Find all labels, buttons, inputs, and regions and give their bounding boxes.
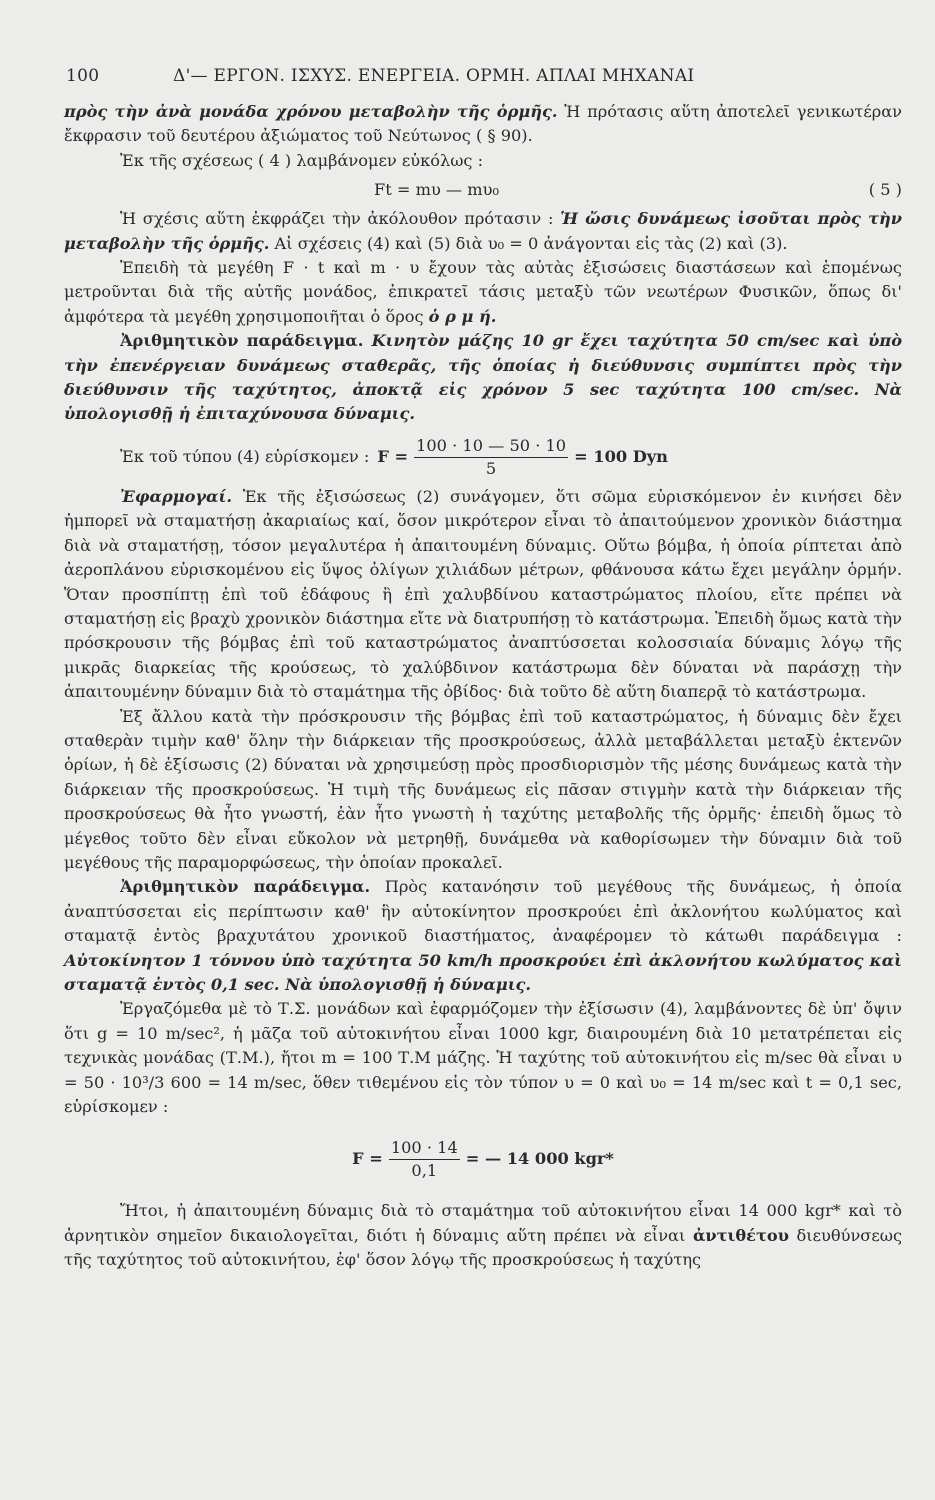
- fraction-denominator: 0,1: [411, 1160, 438, 1180]
- emphasis-word: ἀντιθέτου: [692, 1225, 789, 1245]
- theorem-statement: Ἡ ὤσις δυνάμεως ἰσοῦται πρὸς τὴν μεταβολὴν τῆς ὁρμῆς.: [64, 209, 902, 253]
- equation-lhs: F =: [377, 447, 409, 467]
- fraction-numerator: 100 · 14: [389, 1139, 460, 1160]
- equation-formula: Ft = mυ — mυ₀: [374, 180, 499, 200]
- fraction: [414, 437, 568, 478]
- equation-result: = 100 Dyn: [574, 447, 668, 467]
- paragraph-text: Ἐπειδὴ τὰ μεγέθη F · t καὶ m · υ ἔχουν τὰς αὐτὰς ἐξισώσεις διαστάσεων καὶ ἑπομένως μετροῦνται διὰ τῆς αὐτῆς μονάδος, ἐπικρατεῖ τάσις μεταξὺ τῶν νεωτέρων Φυσικῶν, ὅπως δι' ἀμφότερα τὰ μεγέθη χρησιμοποιῆται ὁ ὅρος: [64, 258, 902, 326]
- equation-result: = — 14 000 kgr*: [465, 1149, 614, 1169]
- term-emphasis: ὁ ρ μ ή.: [428, 306, 497, 326]
- page-header: [64, 64, 902, 100]
- example-heading: Ἀριθμητικὸν παράδειγμα.: [120, 877, 371, 897]
- paragraph-solution: Ἐργαζόμεθα μὲ τὸ Τ.Σ. μονάδων καὶ ἐφαρμόζομεν τὴν ἐξίσωσιν (4), λαμβάνοντες δὲ ὑπ' ὄψιν ὅτι g = 10 m/sec², ἡ μᾶζα τοῦ αὐτοκινήτου εἶναι 1000 kgr, διαιρουμένη διὰ 10 μετατρέπεται εἰς τεχνικὰς μονάδας (Τ.Μ.), ἤτοι m = 100 Τ.Μ μάζης. Ἡ ταχύτης τοῦ αὐτοκινήτου εἰς m/sec θὰ εἶναι υ = 50 · 10³/3 600 = 14 m/sec, ὅθεν τιθεμένου εἰς τὸν τύπον υ = 0 καὶ υ₀ = 14 m/sec καὶ t = 0,1 sec, εὑρίσκομεν :: [64, 999, 902, 1117]
- paragraph-final: [64, 1199, 902, 1272]
- paragraph-relation: Ἐκ τῆς σχέσεως ( 4 ) λαμβάνομεν εὐκόλως :: [120, 150, 484, 170]
- equation-5: [64, 173, 902, 207]
- equation-number: ( 5 ): [868, 180, 902, 200]
- paragraph-variable-force: Ἐξ ἄλλου κατὰ τὴν πρόσκρουσιν τῆς βόμβας ἐπὶ τοῦ καταστρώματος, ἡ δύναμις δὲν ἔχει σταθερὰν τιμὴν καθ' ὅλην τὴν διάρκειαν τῆς προσκρούσεως, ἀλλὰ μεταβάλλεται μεταξὺ ἐκτενῶν ὁρίων, ἡ δὲ ἐξίσωσις (2) δύναται νὰ χρησιμεύσῃ πρὸς προσδιορισμὸν τῆς μέσης δυνάμεως κατὰ τὴν διάρκειαν τῆς προσκρούσεως. Ἡ τιμὴ τῆς δυνάμεως εἰς πᾶσαν στιγμὴν κατὰ τὴν διάρκειαν τῆς προσκρούσεως θὰ ἦτο γνωστή, ἐὰν ἦτο γνωστὴ ἡ ταχύτης μεταβολῆς τῆς ὁρμῆς· ἐπειδὴ ὅμως τὸ μέγεθος τοῦτο δὲν εἶναι εὔκολον νὰ μετρηθῇ, δυνάμεθα νὰ καθορίσωμεν τὴν δύναμιν διὰ τοῦ μεγέθους τῆς παραμορφώσεως, τὴν ὁποίαν προκαλεῖ.: [64, 706, 902, 872]
- section-heading: Ἐφαρμογαί.: [120, 486, 232, 506]
- paragraph-text: Πρὸς κατανόησιν τοῦ μεγέθους τῆς δυνάμεως, ἡ ὁποία ἀναπτύσσεται εἰς περίπτωσιν καθ' ἣν αὐτοκίνητον προσκρούει ἐπὶ ἀκλονήτου κωλύματος καὶ σταματᾷ ἐντὸς βραχυτάτου χρονικοῦ διαστήματος, ἀναφέρομεν τὸ κάτωθι παράδειγμα :: [64, 877, 902, 946]
- example-1-solution: [64, 427, 902, 485]
- paragraph-text: Αἱ σχέσεις (4) καὶ (5) διὰ υ₀ = 0 ἀνάγονται εἰς τὰς (2) καὶ (3).: [269, 233, 788, 253]
- solution-text: Ἐκ τοῦ τύπου (4) εὑρίσκομεν :: [120, 447, 370, 467]
- example-1: [64, 329, 902, 427]
- example-2: [64, 875, 902, 997]
- fraction: [389, 1139, 460, 1180]
- example-heading: Ἀριθμητικὸν παράδειγμα.: [120, 331, 364, 351]
- equation-lhs: F =: [352, 1149, 383, 1169]
- example-problem: Κινητὸν μάζης 10 gr ἔχει ταχύτητα 50 cm/sec καὶ ὑπὸ τὴν ἐπενέργειαν δυνάμεως σταθερᾶς, τῆς ὁποίας ἡ διεύθυνσις συμπίπτει πρὸς τὴν διεύθυνσιν τῆς ταχύτητος, ἀποκτᾷ εἰς χρόνον 5 sec ταχύτητα 100 cm/sec. Νὰ ὑπολογισθῇ ἡ ἐπιταχύνουσα δύναμις.: [64, 331, 902, 424]
- paragraph-text: Ἤτοι, ἡ ἀπαιτουμένη δύναμις διὰ τὸ σταμάτημα τοῦ αὐτοκινήτου εἶναι 14 000 kgr* καὶ τὸ ἀρνητικὸν σημεῖον δικαιολογεῖται, διότι ἡ δύναμις αὕτη πρέπει νὰ εἶναι: [64, 1201, 902, 1245]
- paragraph-text: Ἡ σχέσις αὕτη ἐκφράζει τὴν ἀκόλουθον πρότασιν :: [120, 209, 561, 229]
- text-column: [64, 64, 902, 1273]
- example-problem: Αὐτοκίνητον 1 τόννου ὑπὸ ταχύτητα 50 km/h προσκρούει ἐπὶ ἀκλονήτου κωλύματος καὶ σταματᾷ ἐντὸς 0,1 sec. Νὰ ὑπολογισθῇ ἡ δύναμις.: [64, 950, 902, 994]
- fraction-denominator: 5: [485, 458, 497, 478]
- running-title: Δ'— ΕΡΓΟΝ. ΙΣΧΥΣ. ΕΝΕΡΓΕΙΑ. ΟΡΜΗ. ΑΠΛΑΙ ΜΗΧΑΝΑΙ: [173, 66, 695, 86]
- paragraph-impulse: [64, 207, 902, 256]
- fraction-numerator: 100 · 10 — 50 · 10: [414, 437, 568, 458]
- page-number: 100: [66, 66, 100, 86]
- equation-force: [64, 1119, 902, 1199]
- paragraph-applications: [64, 485, 902, 705]
- paragraph-text: Ἡ πρότασις αὕτη ἀποτελεῖ γενικωτέραν ἔκφρασιν τοῦ δευτέρου ἀξιώματος τοῦ Νεύτωνος ( § 90).: [64, 102, 903, 146]
- emphasis-text: πρὸς τὴν ἀνὰ μονάδα χρόνου μεταβολὴν τῆς ὁρμῆς.: [64, 102, 558, 121]
- paragraph-continuation: [64, 100, 902, 149]
- paragraph-text: Ἐκ τῆς ἐξισώσεως (2) συνάγομεν, ὅτι σῶμα εὑρισκόμενον ἐν κινήσει δὲν ἠμπορεῖ νὰ σταματήσῃ ἀκαριαίως καί, ὅσον μικρότερον εἶναι τὸ ἀπαιτούμενον χρονικὸν διάστημα διὰ νὰ σταματήσῃ, τόσον μεγαλυτέρα ἡ ἀπαιτουμένη δύναμις. Οὕτω βόμβα, ἡ ὁποία ρίπτεται ἀπὸ ἀεροπλάνου εὑρισκομένου εἰς ὕψος ὀλίγων χιλιάδων μέτρων, φθάνουσα κάτω ἔχει μεγάλην ὁρμήν. Ὅταν προσπίπτῃ ἐπὶ τοῦ ἐδάφους ἢ ἐπὶ χαλυβδίνου καταστρώματος πλοίου, εἴτε πρέπει νὰ σταματήσῃ εἰς βραχὺ χρονικὸν διάστημα εἴτε νὰ διατρυπήσῃ τὸ κατάστρωμα. Ἐπειδὴ ὅμως κατὰ τὴν πρόσκρουσιν τῆς βόμβας ἐπὶ τοῦ καταστρώματος ἀναπτύσσεται κολοσσιαία δύναμις λόγῳ τῆς μικρᾶς διαρκείας τῆς κρούσεως, τὸ χαλύβδινον κατάστρωμα δὲν δύναται νὰ παράσχῃ τὴν ἀπαιτουμένην δύναμιν διὰ τὸ σταμάτημα τῆς ὀβίδος· διὰ τοῦτο δὲ αὕτη διαπερᾷ τὸ κατάστρωμα.: [64, 486, 902, 702]
- paragraph-text: διευθύνσεως τῆς ταχύτητος τοῦ αὐτοκινήτου, ἐφ' ὅσον λόγῳ τῆς προσκρούσεως ἡ ταχύτης: [64, 1225, 903, 1270]
- paragraph-momentum-term: [64, 256, 902, 329]
